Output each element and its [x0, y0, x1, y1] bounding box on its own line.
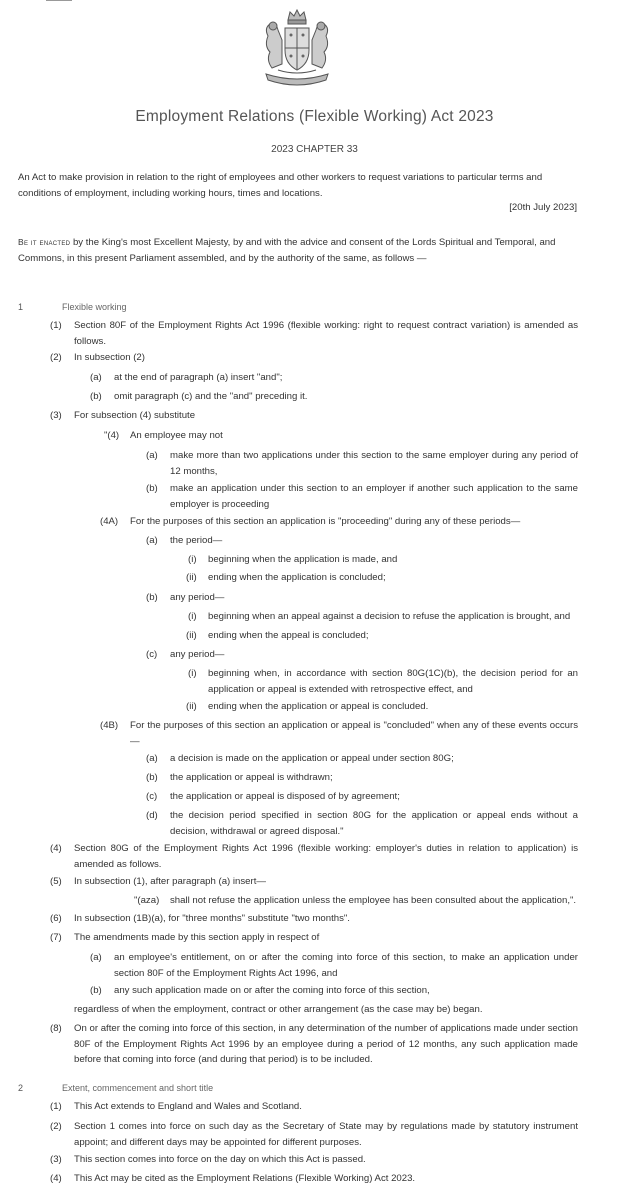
- top-rule: [46, 0, 72, 1]
- item-text: beginning when an appeal against a decision to refuse the application is brought, and: [208, 611, 571, 622]
- item-text: any such application made on or after the coming into force of this section,: [114, 985, 430, 996]
- item-number: (i): [188, 668, 197, 679]
- item-text: at the end of paragraph (a) insert "and";: [114, 372, 283, 383]
- item-text: beginning when, in accordance with section 80G(1C)(b), the decision period for an application or appeal is extended with retrospective effect, and: [208, 668, 578, 695]
- item-number: (4): [50, 1173, 62, 1184]
- item-text: a decision is made on the application or appeal under section 80G;: [170, 753, 454, 764]
- royal-coat-of-arms-icon: [254, 6, 340, 92]
- item-text: The amendments made by this section apply in respect of: [74, 932, 320, 943]
- item-text: This Act may be cited as the Employment Relations (Flexible Working) Act 2023.: [74, 1173, 416, 1184]
- item-text: any period—: [170, 649, 225, 660]
- section-heading: Extent, commencement and short title: [62, 1083, 214, 1093]
- item-text: any period—: [170, 592, 225, 603]
- act-chapter: 2023 CHAPTER 33: [271, 144, 358, 155]
- item-number: (a): [146, 753, 158, 764]
- item-text: ending when the application or appeal is concluded.: [208, 701, 429, 712]
- item-text: an employee's entitlement, on or after the coming into force of this section, to make an application under section 80F of the Employment Rights Act 1996, and: [114, 952, 578, 979]
- item-text: make an application under this section to an employer if another such application to the same employer is proceeding: [170, 483, 578, 510]
- item-number: (5): [50, 876, 62, 887]
- item-number: (3): [50, 410, 62, 421]
- item-number: (ii): [186, 572, 197, 583]
- item-number: (a): [90, 372, 102, 383]
- royal-assent-date: [20th July 2023]: [509, 202, 577, 213]
- enacting-formula-opening: Be it enacted: [18, 237, 71, 247]
- item-number: (4A): [100, 516, 119, 527]
- item-number: (a): [146, 450, 158, 461]
- item-text: Section 1 comes into force on such day as the Secretary of State may by regulations made by statutory instrument appoint; and different days may be appointed for different purposes.: [74, 1121, 578, 1148]
- item-text: shall not refuse the application unless the employee has been consulted about the application,".: [170, 895, 577, 906]
- item-text: omit paragraph (c) and the "and" preceding it.: [114, 391, 308, 402]
- item-number: (a): [146, 535, 158, 546]
- item-number: (c): [146, 791, 158, 802]
- item-number: "(4): [104, 430, 120, 441]
- act-title: Employment Relations (Flexible Working) Act 2023: [135, 108, 494, 125]
- item-number: (i): [188, 611, 197, 622]
- item-number: (1): [50, 1101, 62, 1112]
- item-number: (b): [90, 985, 102, 996]
- item-text: For the purposes of this section an application or appeal is "concluded" when any of these events occurs—: [130, 720, 578, 747]
- item-text: the period—: [170, 535, 223, 546]
- item-text: This Act extends to England and Wales and Scotland.: [74, 1101, 302, 1112]
- item-number: (i): [188, 554, 197, 565]
- item-text: In subsection (2): [74, 352, 145, 363]
- item-number: (d): [146, 810, 158, 821]
- item-number: (ii): [186, 701, 197, 712]
- item-number: (8): [50, 1023, 62, 1034]
- item-number: (4B): [100, 720, 119, 731]
- item-number: (c): [146, 649, 158, 660]
- item-number: (3): [50, 1154, 62, 1165]
- item-text: the application or appeal is disposed of by agreement;: [170, 791, 400, 802]
- item-text: On or after the coming into force of this section, in any determination of the number of applications made under section 80F of the Employment Rights Act 1996 by an employee during a period of 12 months, any such application made before that coming into force (and during that period) is to be included.: [74, 1023, 578, 1065]
- item-number: (ii): [186, 630, 197, 641]
- item-text: ending when the appeal is concluded;: [208, 630, 369, 641]
- item-number: (7): [50, 932, 62, 943]
- item-number: (a): [90, 952, 102, 963]
- item-number: (b): [90, 391, 102, 402]
- item-text: ending when the application is concluded;: [208, 572, 386, 583]
- item-text: For the purposes of this section an application is "proceeding" during any of these periods—: [130, 516, 521, 527]
- item-text: make more than two applications under this section to the same employer during any period of 12 months,: [170, 450, 578, 477]
- item-number: (2): [50, 352, 62, 363]
- enacting-formula-text: by the King's most Excellent Majesty, by and with the advice and consent of the Lords Spiritual and Temporal, and Commons, in this present Parliament assembled, and by the authority of the same, as follows —: [18, 237, 556, 264]
- item-number: "(aza): [134, 895, 160, 906]
- section-number: 2: [18, 1083, 24, 1093]
- item-text: This section comes into force on the day on which this Act is passed.: [74, 1154, 366, 1165]
- enacting-formula: [18, 235, 578, 266]
- long-title: An Act to make provision in relation to the right of employees and other workers to request variations to particular terms and conditions of employment, including working hours, times and locations.: [18, 172, 543, 199]
- item-number: (4): [50, 843, 62, 854]
- item-number: (1): [50, 320, 62, 331]
- item-number: (6): [50, 913, 62, 924]
- item-number: (b): [146, 592, 158, 603]
- item-text: An employee may not: [130, 430, 223, 441]
- item-text: Section 80F of the Employment Rights Act 1996 (flexible working: right to request contract variation) is amended as follows.: [74, 320, 578, 347]
- item-number: (b): [146, 483, 158, 494]
- section-heading: Flexible working: [62, 302, 127, 312]
- section-number: 1: [18, 302, 24, 312]
- item-text: beginning when the application is made, and: [208, 554, 398, 565]
- item-text: In subsection (1B)(a), for "three months" substitute "two months".: [74, 913, 350, 924]
- item-text: the application or appeal is withdrawn;: [170, 772, 333, 783]
- item-text: In subsection (1), after paragraph (a) insert—: [74, 876, 266, 887]
- item-number: (2): [50, 1121, 62, 1132]
- item-text: the decision period specified in section 80G for the application or appeal ends without a decision, withdrawal or agreed disposal.": [170, 810, 578, 837]
- item-text: For subsection (4) substitute: [74, 410, 196, 421]
- item-text: regardless of when the employment, contract or other arrangement (as the case may be) began.: [74, 1004, 483, 1015]
- item-number: (b): [146, 772, 158, 783]
- item-text: Section 80G of the Employment Rights Act 1996 (flexible working: employer's duties in relation to application) is amended as follows.: [74, 843, 578, 870]
